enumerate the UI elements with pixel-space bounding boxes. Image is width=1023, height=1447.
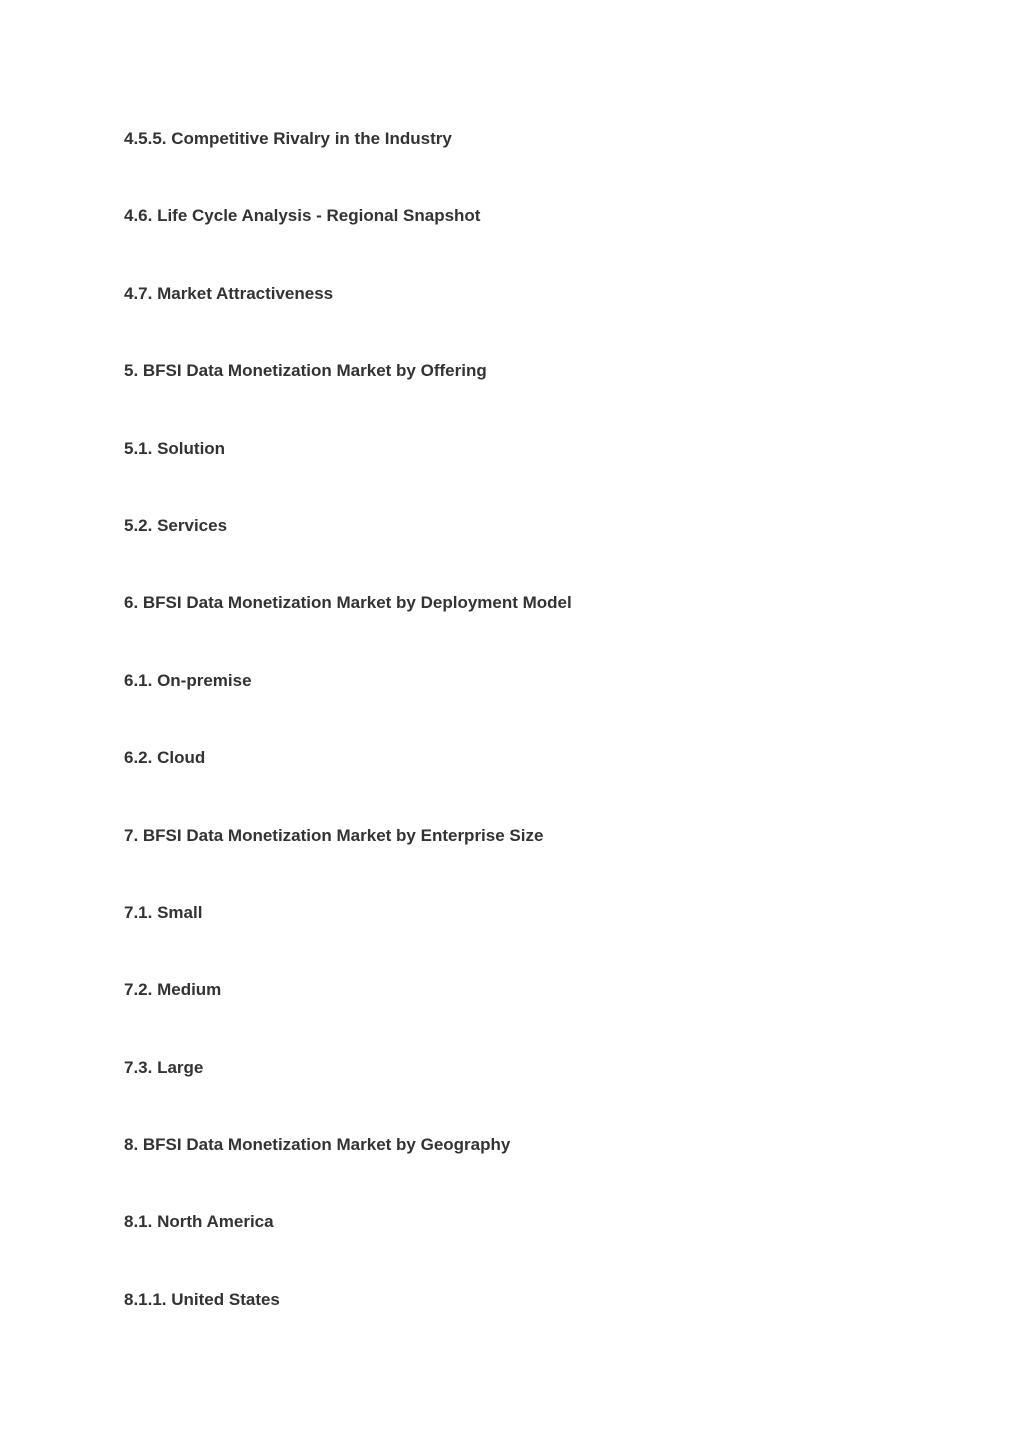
toc-entry-7-3: 7.3. Large xyxy=(124,1057,204,1077)
toc-entry-7-2: 7.2. Medium xyxy=(124,980,222,1000)
toc-entry-6-1: 6.1. On-premise xyxy=(124,670,252,690)
toc-entry-4-6: 4.6. Life Cycle Analysis - Regional Snapshot xyxy=(124,206,481,226)
toc-entry-5-2: 5.2. Services xyxy=(124,515,228,535)
table-of-contents xyxy=(124,129,572,1367)
toc-entry-6-2: 6.2. Cloud xyxy=(124,748,206,768)
toc-entry-5: 5. BFSI Data Monetization Market by Offering xyxy=(124,361,487,381)
toc-entry-8-1-1: 8.1.1. United States xyxy=(124,1289,280,1309)
toc-entry-7-1: 7.1. Small xyxy=(124,902,203,922)
toc-entry-8-1: 8.1. North America xyxy=(124,1212,274,1232)
toc-entry-8: 8. BFSI Data Monetization Market by Geography xyxy=(124,1135,511,1155)
toc-entry-4-7: 4.7. Market Attractiveness xyxy=(124,283,334,303)
toc-entry-6: 6. BFSI Data Monetization Market by Deployment Model xyxy=(124,593,572,613)
toc-entry-7: 7. BFSI Data Monetization Market by Enterprise Size xyxy=(124,825,544,845)
toc-entry-5-1: 5.1. Solution xyxy=(124,438,226,458)
toc-entry-4-5-5: 4.5.5. Competitive Rivalry in the Industry xyxy=(124,129,452,148)
